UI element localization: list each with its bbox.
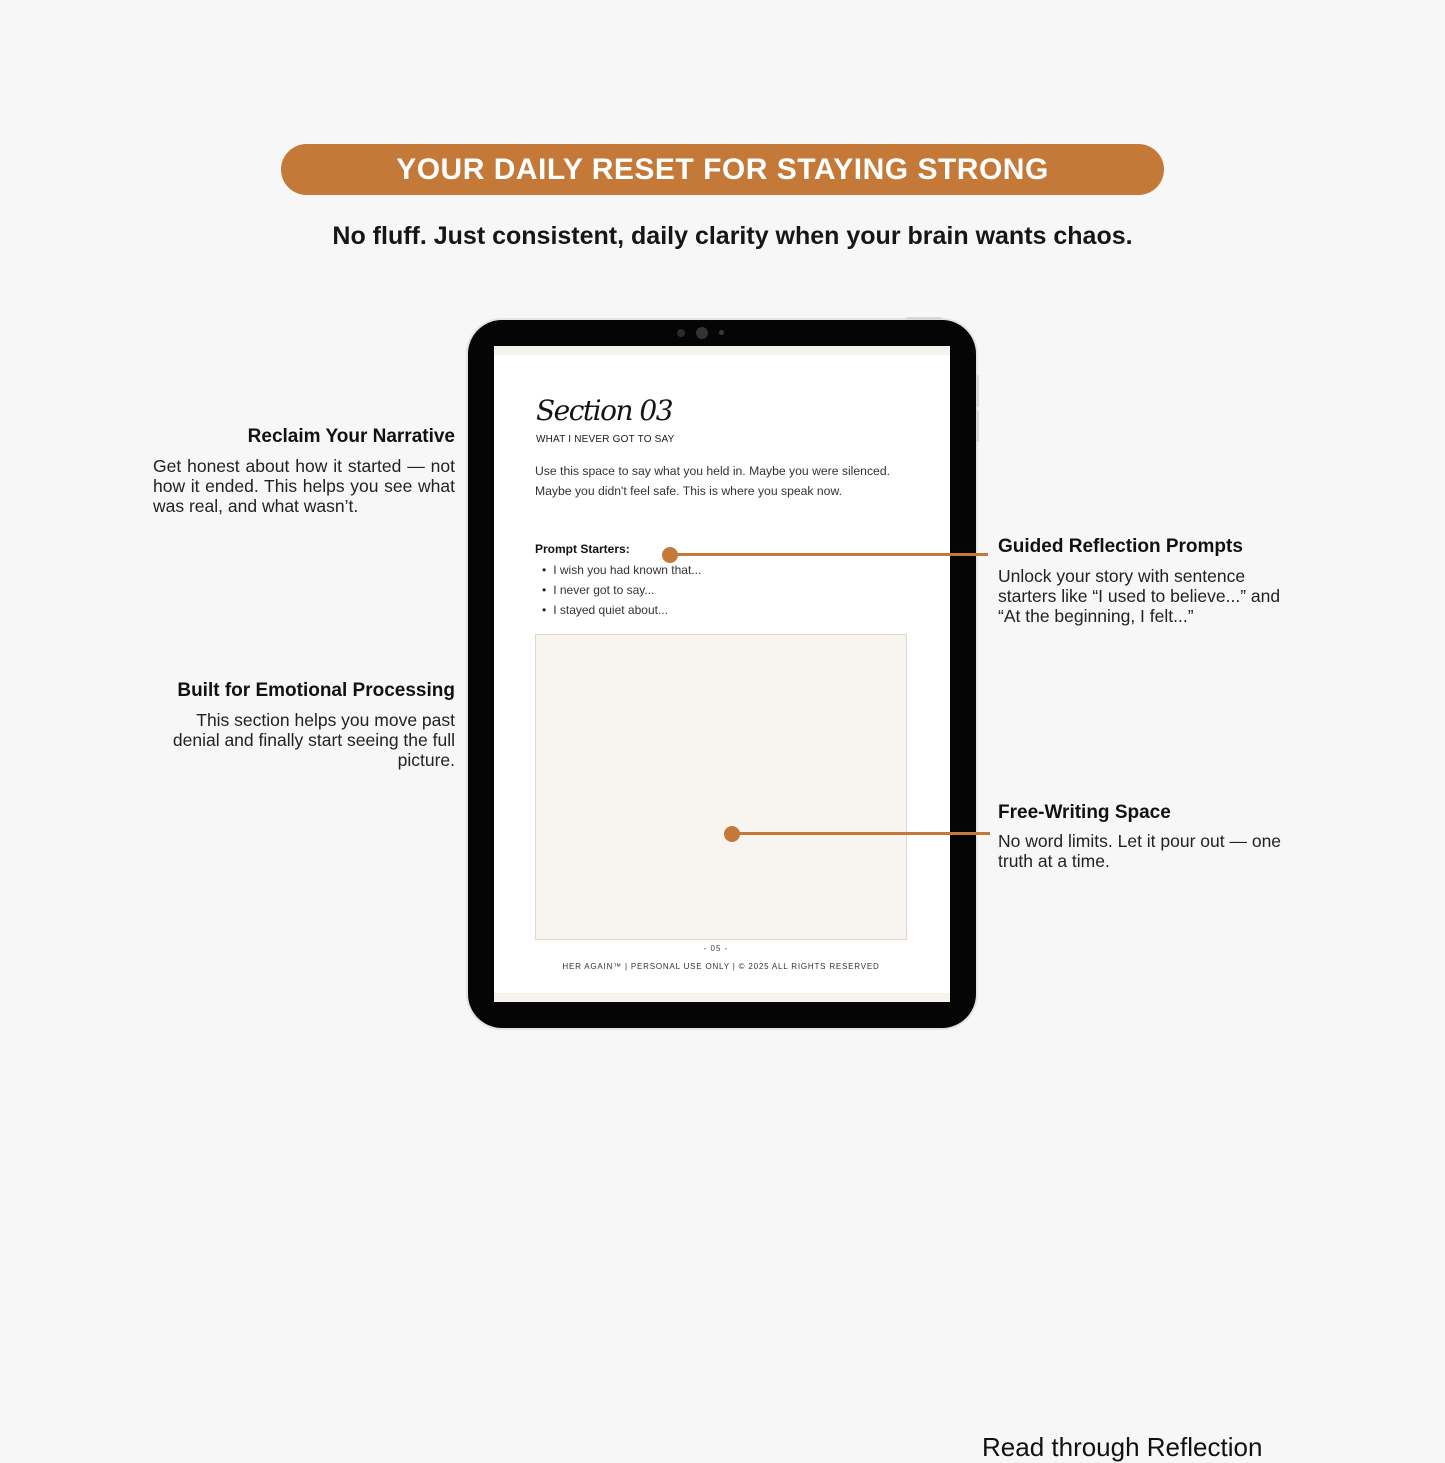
guided-connector-dot — [662, 547, 678, 563]
callout-emotional-title: Built for Emotional Processing — [177, 680, 455, 701]
sensor-icon — [719, 330, 724, 335]
guided-connector-line — [670, 553, 988, 556]
prompt-heading: Prompt Starters: — [535, 542, 630, 556]
callout-freewriting-body: No word limits. Let it pour out — one truth at a time. — [998, 831, 1282, 871]
banner-title: YOUR DAILY RESET FOR STAYING STRONG — [396, 152, 1049, 186]
camera-lens-icon — [696, 327, 708, 339]
list-item: • I stayed quiet about... — [542, 600, 701, 620]
section-subtitle: WHAT I NEVER GOT TO SAY — [536, 434, 675, 445]
list-item: • I never got to say... — [542, 580, 701, 600]
free-writing-area[interactable] — [535, 634, 907, 940]
page-number: - 05 - — [703, 944, 729, 953]
camera-icon — [677, 329, 685, 337]
tablet-top-button — [906, 317, 942, 320]
page-subtitle: No fluff. Just consistent, daily clarity when your brain wants chaos. — [332, 222, 1133, 250]
tablet-device — [468, 320, 976, 1028]
header-banner — [281, 144, 1164, 195]
freewriting-connector-line — [732, 832, 990, 835]
page-footer: HER AGAIN™ | PERSONAL USE ONLY | © 2025 ALL RIGHTS RESERVED — [562, 962, 880, 971]
callout-reclaim-title: Reclaim Your Narrative — [247, 426, 455, 447]
callout-reclaim-body: Get honest about how it started — not how it ended. This helps you see what was real, and what wasn’t. — [153, 456, 455, 516]
callout-emotional-body: This section helps you move past denial and finally start seeing the full picture. — [172, 710, 455, 770]
tablet-volume-down-button — [976, 410, 979, 442]
cutoff-text: Read through Reflection — [982, 1432, 1263, 1462]
list-item: • I wish you had known that... — [542, 560, 701, 580]
callout-guided-title: Guided Reflection Prompts — [998, 536, 1243, 557]
freewriting-connector-dot — [724, 826, 740, 842]
section-title: Section 03 — [536, 394, 673, 427]
prompt-list — [542, 560, 701, 620]
screen-bottom-bar — [494, 993, 950, 1002]
callout-guided-body: Unlock your story with sentence starters like “I used to believe...” and “At the beginning, I felt...” — [998, 566, 1281, 626]
tablet-volume-up-button — [976, 375, 979, 407]
callout-freewriting-title: Free-Writing Space — [998, 802, 1171, 823]
tablet-screen — [494, 346, 950, 1002]
section-intro: Use this space to say what you held in. Maybe you were silenced. Maybe you didn't feel safe. This is where you speak now. — [535, 464, 890, 498]
screen-top-bar — [494, 346, 950, 355]
